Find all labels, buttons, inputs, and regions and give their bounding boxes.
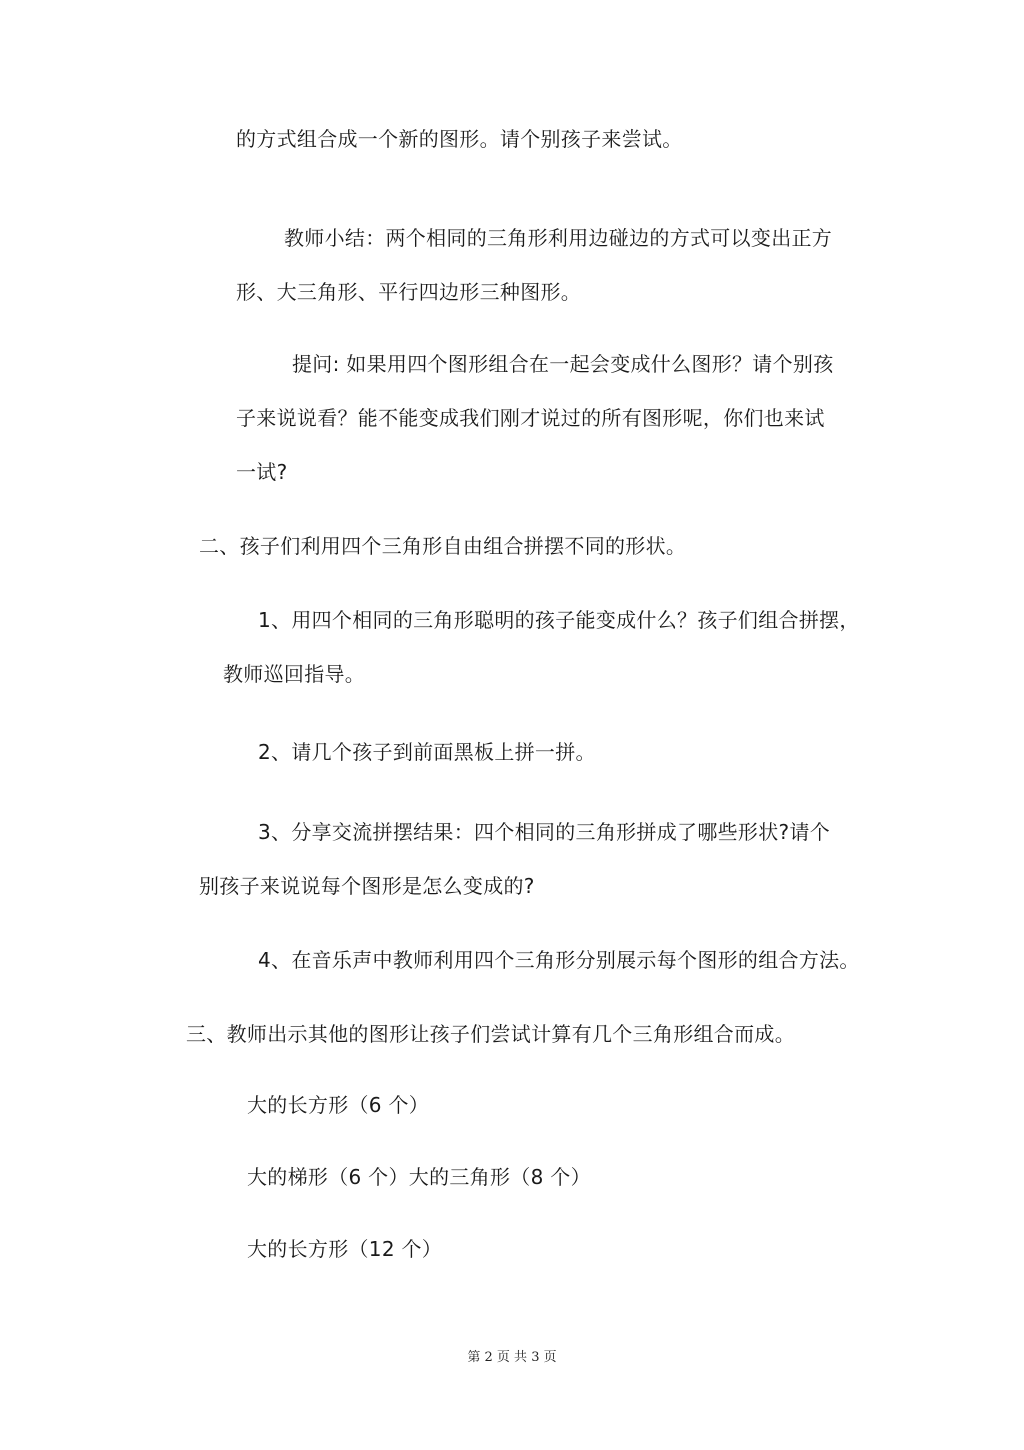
paragraph-line: 2、请几个孩子到前面黑板上拼一拼。 — [258, 740, 596, 764]
paragraph-line: 提问: 如果用四个图形组合在一起会变成什么图形？请个别孩 — [292, 352, 834, 376]
paragraph-line: 教师小结：两个相同的三角形利用边碰边的方式可以变出正方 — [284, 226, 833, 250]
section-heading: 二、孩子们利用四个三角形自由组合拼摆不同的形状。 — [199, 534, 687, 558]
section-heading: 三、教师出示其他的图形让孩子们尝试计算有几个三角形组合而成。 — [186, 1022, 795, 1046]
paragraph-line: 3、分享交流拼摆结果：四个相同的三角形拼成了哪些形状?请个 — [258, 820, 831, 844]
paragraph-line: 4、在音乐声中教师利用四个三角形分别展示每个图形的组合方法。 — [258, 948, 860, 972]
paragraph-line: 教师巡回指导。 — [223, 662, 366, 686]
paragraph-line: 大的长方形（6 个） — [247, 1093, 430, 1117]
paragraph-line: 一试? — [236, 460, 288, 484]
paragraph-line: 1、用四个相同的三角形聪明的孩子能变成什么？孩子们组合拼摆， — [258, 608, 860, 632]
page-footer: 第 2 页 共 3 页 — [467, 1350, 557, 1365]
paragraph-line: 形、大三角形、平行四边形三种图形。 — [236, 280, 582, 304]
paragraph-line: 大的梯形（6 个）大的三角形（8 个） — [247, 1165, 591, 1189]
paragraph-line: 的方式组合成一个新的图形。请个别孩子来尝试。 — [236, 127, 683, 151]
paragraph-line: 大的长方形（12 个） — [247, 1237, 443, 1261]
paragraph-line: 别孩子来说说每个图形是怎么变成的? — [199, 874, 535, 898]
paragraph-line: 子来说说看？能不能变成我们刚才说过的所有图形呢，你们也来试 — [236, 406, 825, 430]
